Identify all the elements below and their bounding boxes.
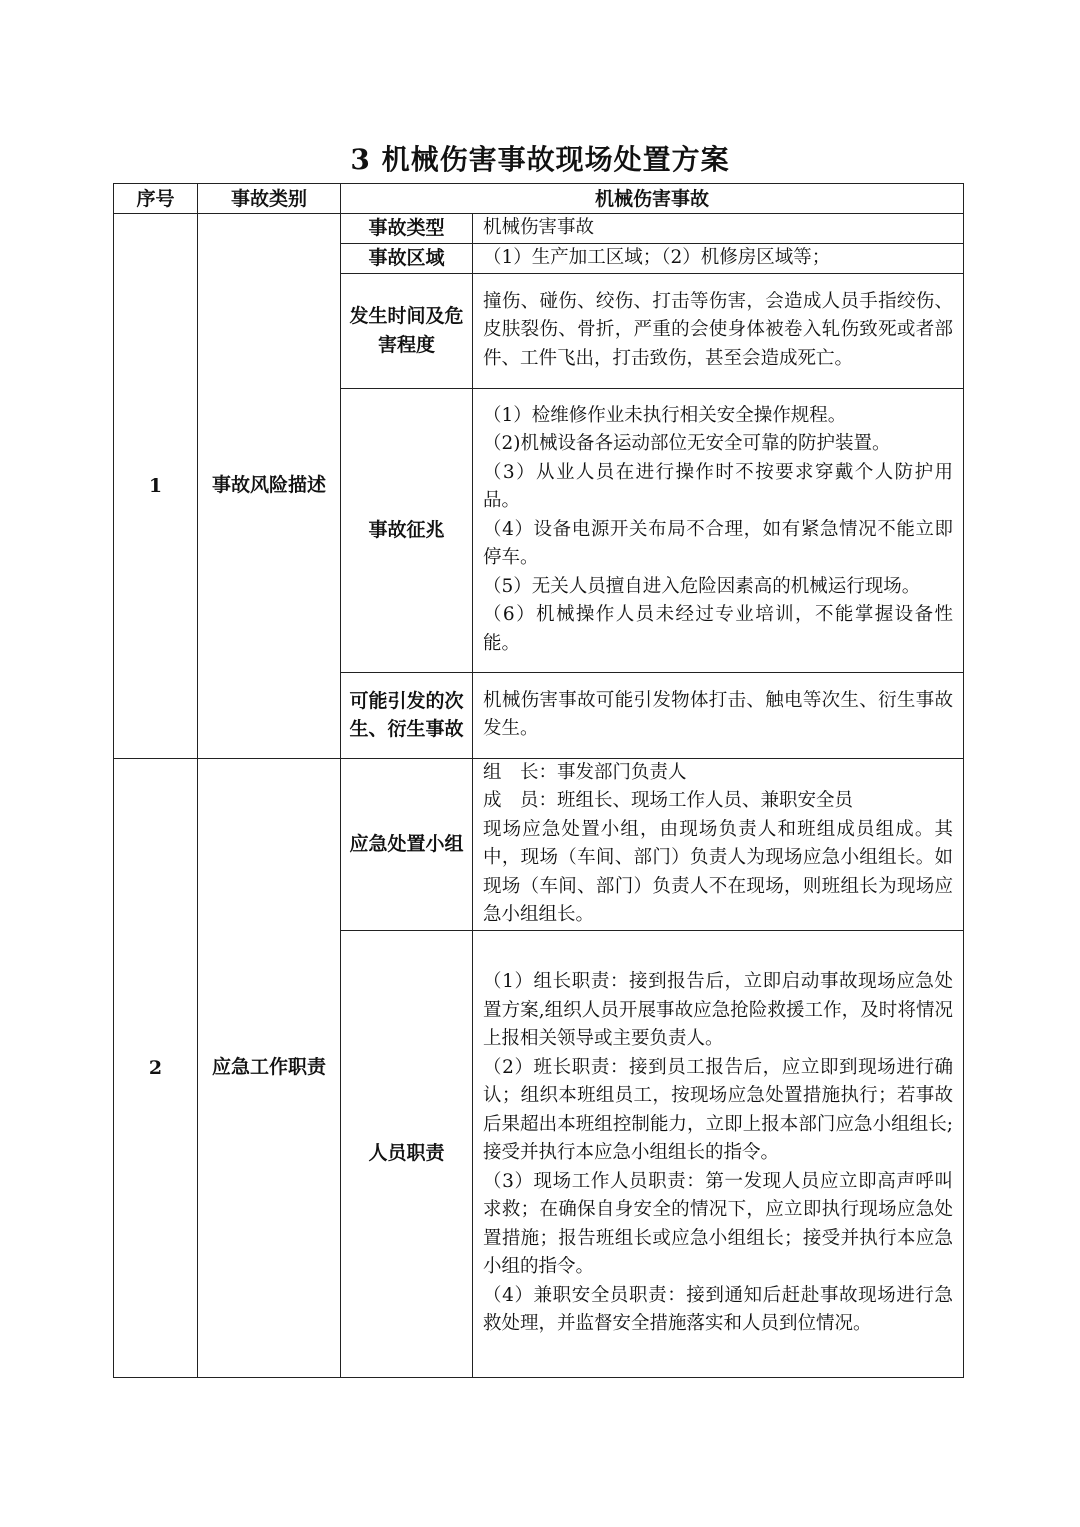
description-line: 组 长：事发部门负责人 [483, 761, 687, 783]
description-line: （3）从业人员在进行操作时不按要求穿戴个人防护用品。 [483, 461, 954, 512]
section-number: 1 [114, 214, 198, 759]
description-line: 机械伤害事故 [483, 217, 595, 239]
row-item-label: 应急处置小组 [341, 758, 473, 930]
description-line: （1）组长职责：接到报告后，立即启动事故现场应急处置方案,组织人员开展事故应急抢险救援工作，及时将情况上报相关领导或主要负责人。 [483, 971, 954, 1050]
description-line: （4）设备电源开关布局不合理，如有紧急情况不能立即停车。 [483, 518, 954, 569]
row-item-label: 可能引发的次生、衍生事故 [341, 672, 473, 758]
table-row [114, 758, 964, 930]
row-description [473, 214, 964, 244]
row-item-label: 事故征兆 [341, 388, 473, 672]
description-line: （5）无关人员擅自进入危险因素高的机械运行现场。 [483, 575, 921, 597]
table-row [114, 214, 964, 244]
section-category: 应急工作职责 [198, 758, 341, 1377]
row-description [473, 273, 964, 388]
row-description [473, 930, 964, 1377]
description-line: （3）现场工作人员职责：第一发现人员应立即高声呼叫求救；在确保自身安全的情况下，应立即执行现场应急处置措施；报告班组长或应急小组组长；接受并执行本应急小组的指令。 [483, 1170, 954, 1278]
row-item-label: 事故类型 [341, 214, 473, 244]
row-item-label: 发生时间及危害程度 [341, 273, 473, 388]
description-line: （4）兼职安全员职责：接到通知后赶赴事故现场进行急救处理，并监督安全措施落实和人员到位情况。 [483, 1284, 954, 1335]
description-line: （1）检维修作业未执行相关安全操作规程。 [483, 404, 847, 426]
header-value: 机械伤害事故 [341, 184, 964, 214]
section-number: 2 [114, 758, 198, 1377]
description-line: （6）机械操作人员未经过专业培训，不能掌握设备性能。 [483, 604, 954, 654]
header-category: 事故类别 [198, 184, 341, 214]
row-description [473, 388, 964, 672]
row-description [473, 758, 964, 930]
row-item-label: 事故区域 [341, 244, 473, 274]
description-line: 现场应急处置小组，由现场负责人和班组成员组成。其中，现场（车间、部门）负责人为现场应急小组组长。如现场（车间、部门）负责人不在现场，则班组长为现场应急小组组长。 [483, 818, 954, 925]
header-no: 序号 [114, 184, 198, 214]
row-description [473, 672, 964, 758]
description-line: （2)机械设备各运动部位无安全可靠的防护装置。 [483, 433, 891, 455]
description-line: 撞伤、碰伤、绞伤、打击等伤害，会造成人员手指绞伤、皮肤裂伤、骨折，严重的会使身体被卷入轧伤致死或者部件、工件飞出，打击致伤，甚至会造成死亡。 [483, 290, 954, 369]
description-line: （2）班长职责：接到员工报告后，应立即到现场进行确认；组织本班组员工，按现场应急处置措施执行；若事故后果超出本班组控制能力，立即上报本部门应急小组组长;接受并执行本应急小组组长的指令。 [483, 1056, 954, 1164]
row-item-label: 人员职责 [341, 930, 473, 1377]
section-category: 事故风险描述 [198, 214, 341, 759]
table-header-row [114, 184, 964, 214]
description-line: 机械伤害事故可能引发物体打击、触电等次生、衍生事故发生。 [483, 689, 954, 739]
disposal-plan-table [113, 183, 964, 1378]
description-line: （1）生产加工区域；（2）机修房区域等； [483, 247, 831, 268]
description-line: 成 员：班组长、现场工作人员、兼职安全员 [483, 790, 854, 811]
page-title: 3 机械伤害事故现场处置方案 [350, 143, 730, 176]
row-description [473, 244, 964, 274]
